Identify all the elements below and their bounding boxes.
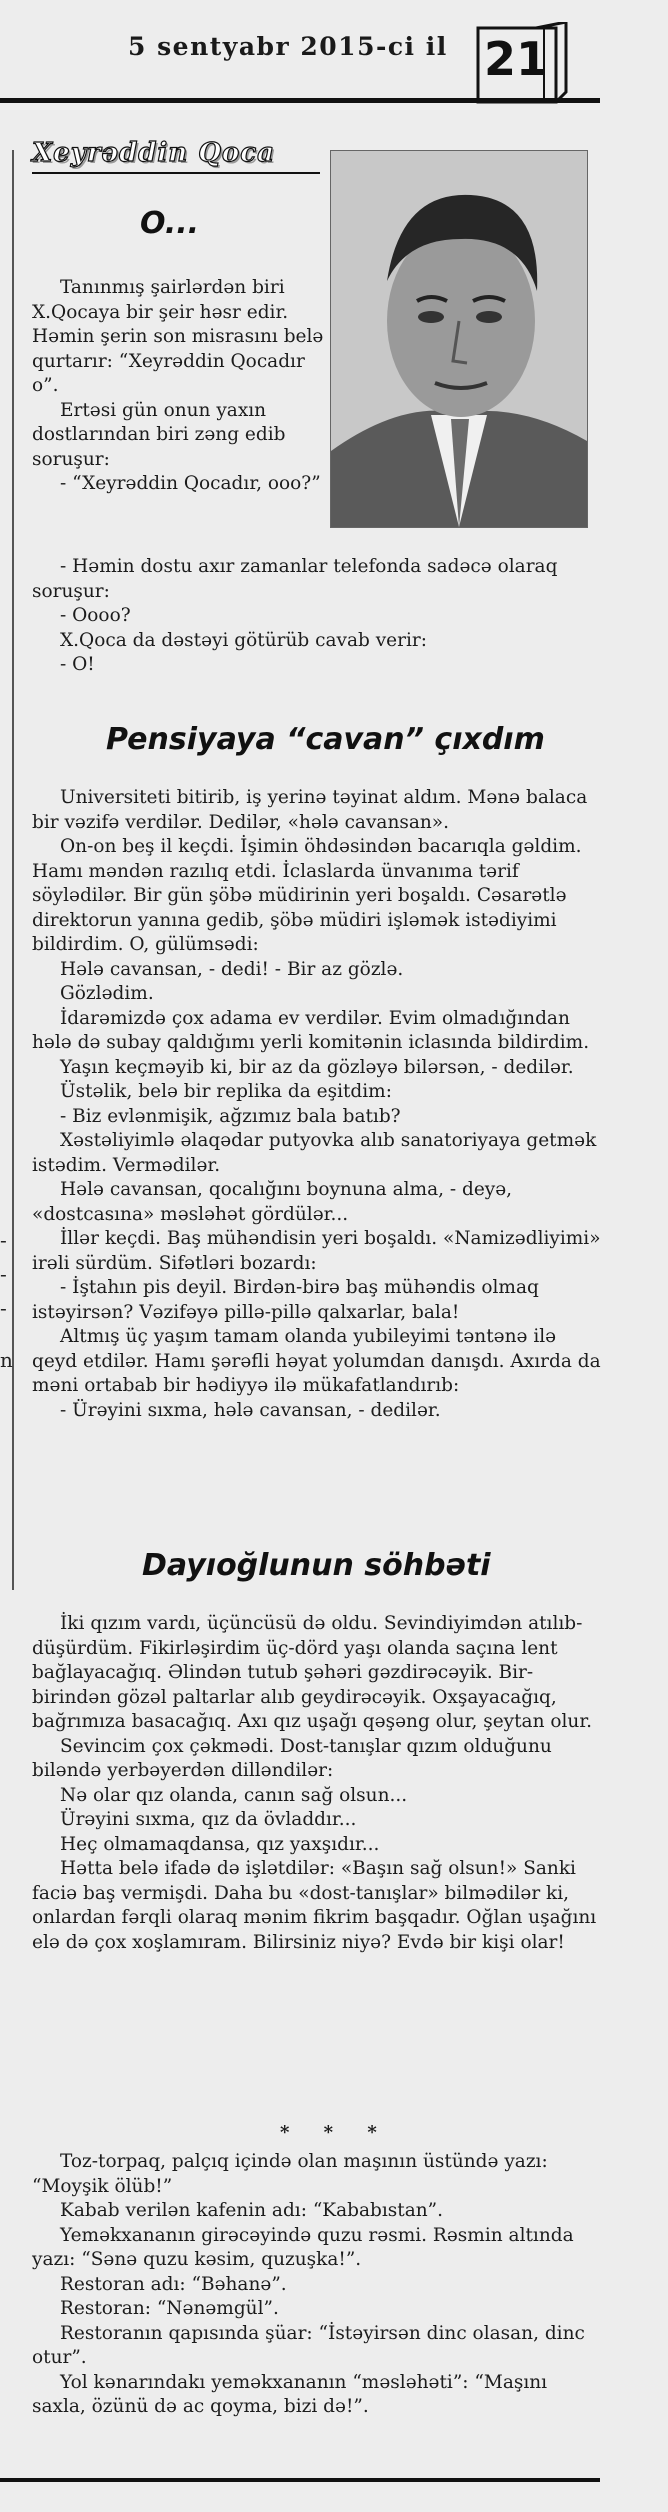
paragraph: Gözlədim. xyxy=(60,983,154,1004)
article1-body-tail xyxy=(32,555,602,678)
edge-mark: - xyxy=(0,1262,7,1286)
paragraph: Yol kənarındakı yeməkxananın “məsləhəti”: “Maşını saxla, özünü də ac qoyma, bizi də!”. xyxy=(32,2371,548,2417)
paragraph: Tanınmış şairlərdən biri X.Qocaya bir şeir həsr edir. Həmin şerin son misrasını belə qurtarır: “Xeyrəddin Qocadır o”. xyxy=(32,277,324,396)
paragraph: Restoran adı: “Bəhanə”. xyxy=(60,2273,287,2295)
article2-body xyxy=(32,786,602,1423)
paragraph: Universiteti bitirib, iş yerinə təyinat aldım. Mənə balaca bir vəzifə verdilər. Dedilər, «hələ cavansan». xyxy=(32,787,588,833)
article-title-pensiya: Pensiyaya “cavan” çıxdım xyxy=(106,722,545,757)
paragraph: Kabab verilən kafenin adı: “Kababıstan”. xyxy=(60,2200,443,2221)
paragraph: Ertəsi gün onun yaxın dostlarından biri zəng edib soruşur: xyxy=(32,399,286,470)
author-header xyxy=(32,138,320,174)
article-title-o: O... xyxy=(140,206,200,241)
paragraph: - İştahın pis deyil. Birdən-birə baş mühəndis olmaq istəyirsən? Vəzifəyə pillə-pillə qalxarlar, bala! xyxy=(32,1277,539,1323)
section-separator: * * * xyxy=(280,2122,391,2143)
edge-mark: - xyxy=(0,1228,7,1252)
page-number-box xyxy=(474,22,574,106)
paragraph: Restoranın qapısında şüar: “İstəyirsən dinc olasan, dinc otur”. xyxy=(32,2322,585,2368)
paragraph: Nə olar qız olanda, canın sağ olsun... xyxy=(60,1784,408,1806)
paragraph: Restoran: “Nənəmgül”. xyxy=(60,2298,279,2319)
author-underline xyxy=(32,172,320,174)
article3-body xyxy=(32,1612,602,1955)
paragraph: İki qızım vardı, üçüncüsü də oldu. Sevindiyimdən atılıb-düşürdüm. Fikirləşirdim üç-dörd yaşı olanda saçına lent bağlayacağıq. Əlindən tutub şəhəri gəzdirəcəyik. Bir-birindən gözəl paltarlar alıb geydirəcəyik. Oxşayacağıq, bağrımıza basacağıq. Axı qız uşağı qəşəng olur, şeytan olur. xyxy=(32,1613,593,1732)
paragraph: Xəstəliyimlə əlaqədar putyovka alıb sanatoriyaya getmək istədim. Vermədilər. xyxy=(32,1130,597,1176)
portrait-photo-icon xyxy=(331,151,587,527)
column-rule xyxy=(12,150,14,1590)
paragraph: - Oooo? xyxy=(60,605,131,626)
paragraph: - Biz evlənmişik, ağzımız bala batıb? xyxy=(60,1105,401,1127)
paragraph: Altmış üç yaşım tamam olanda yubileyimi təntənə ilə qeyd etdilər. Hamı şərəfli həyat yolumdan danışdı. Axırda da məni ortabab bir hədiyyə ilə mükafatlandırıb: xyxy=(32,1326,601,1396)
paragraph: X.Qoca da dəstəyi götürüb cavab verir: xyxy=(60,629,427,651)
paragraph: İdarəmizdə çox adama ev verdilər. Evim olmadığından hələ də subay qaldığımı yerli komitənin iclasında bildirdim. xyxy=(32,1007,590,1053)
paragraph: Heç olmamaqdansa, qız yaxşıdır... xyxy=(60,1833,380,1855)
paragraph: Hələ cavansan, - dedi! - Bir az gözlə. xyxy=(60,958,404,980)
paragraph: Üstəlik, belə bir replika da eşitdim: xyxy=(60,1081,392,1102)
paragraph: - “Xeyrəddin Qocadır, ooo?” xyxy=(60,473,321,494)
paragraph: On-on beş il keçdi. İşimin öhdəsindən bacarıqla gəldim. Hamı məndən razılıq etdi. İclaslarda ünvanıma tərif söylədilər. Bir gün şöbə müdirinin yeri boşaldı. Cəsarətlə direktorun yanına gedib, şöbə müdiri işləmək istədiyimi bildirdim. O, gülümsədi: xyxy=(32,836,582,955)
page-number: 21 xyxy=(484,32,549,86)
author-photo xyxy=(330,150,588,528)
article1-body xyxy=(32,276,330,497)
edge-mark: n xyxy=(0,1348,13,1372)
paragraph: Hələ cavansan, qocalığını boynuna alma, - deyə, «dostcasına» məsləhət gördülər... xyxy=(32,1179,513,1225)
footer-rule xyxy=(0,2478,600,2482)
issue-date: 5 sentyabr 2015-ci il xyxy=(128,32,448,61)
paragraph: - Həmin dostu axır zamanlar telefonda sadəcə olaraq soruşur: xyxy=(32,556,558,602)
paragraph: Yaşın keçməyib ki, bir az da gözləyə bilərsən, - dedilər. xyxy=(60,1056,574,1078)
paragraph: Hətta belə ifadə də işlətdilər: «Başın sağ olsun!» Sanki faciə baş vermişdi. Daha bu «dost-tanışlar» bilmədilər ki, onlardan fərqli olaraq mənim fikrim başqadır. Oğlan uşağını elə də çox xoşlamıram. Bilirsiniz niyə? Evdə bir kişi olar! xyxy=(32,1858,597,1953)
edge-mark: - xyxy=(0,1296,7,1320)
paragraph: - Ürəyini sıxma, hələ cavansan, - dedilər. xyxy=(60,1399,441,1421)
paragraph: Ürəyini sıxma, qız da övladdır... xyxy=(60,1809,357,1830)
paragraph: İllər keçdi. Baş mühəndisin yeri boşaldı. «Namizədliyimi» irəli sürdüm. Sifətləri bozardı: xyxy=(32,1228,601,1274)
paragraph: Yeməkxananın girəcəyində quzu rəsmi. Rəsmin altında yazı: “Sənə quzu kəsim, quzuşka!”. xyxy=(32,2224,574,2270)
article4-body xyxy=(32,2150,602,2420)
paragraph: - O! xyxy=(60,654,95,675)
article-title-dayioglu: Dayıoğlunun söhbəti xyxy=(142,1548,491,1583)
author-name: Xeyrəddin Qoca xyxy=(32,138,275,168)
paragraph: Toz-torpaq, palçıq içində olan maşının üstündə yazı: “Moyşik ölüb!” xyxy=(32,2151,548,2197)
paragraph: Sevincim çox çəkmədi. Dost-tanışlar qızım olduğunu biləndə yerbəyerdən dilləndilər: xyxy=(32,1735,552,1781)
header-rule xyxy=(0,98,600,103)
